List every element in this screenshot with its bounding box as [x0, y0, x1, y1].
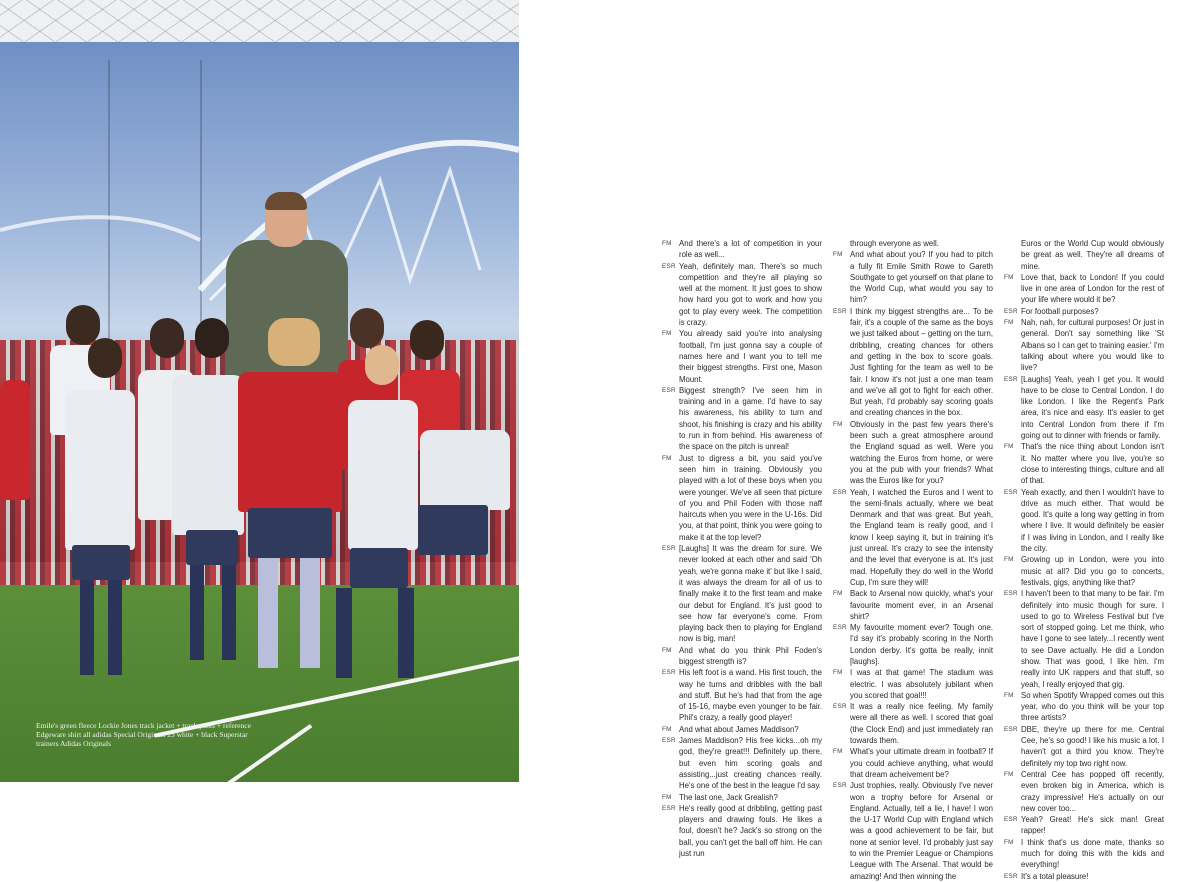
interview-paragraph	[662, 261, 822, 329]
paragraph-text: Just trophies, really. Obviously I've never won a trophy before for Arsenal or England. Actually, tell a lie, I have! I won the U-17 World Cup with England which was a good achievement to be fair, but none at senior level. I'd probably just say to win the Premier League or Champions League with The Arsenal. That would be amazing! And then winning the	[850, 781, 993, 881]
paragraph-text: through everyone as well.	[850, 239, 939, 248]
speaker-label: FM	[662, 646, 672, 654]
speaker-label: FM	[833, 748, 843, 756]
interview-paragraph	[1004, 317, 1164, 373]
interview-paragraph	[662, 667, 822, 723]
speaker-label: FM	[662, 725, 672, 733]
paragraph-text: I was at that game! The stadium was electric. I was absolutely jubilant when you scored that goal!!!	[850, 668, 993, 700]
speaker-label: FM	[1004, 838, 1014, 846]
interview-paragraph	[662, 543, 822, 645]
interview-paragraph	[1004, 554, 1164, 588]
interview-paragraph	[1004, 588, 1164, 690]
paragraph-text: Back to Arsenal now quickly, what's your favourite moment ever, in an Arsenal shirt?	[850, 589, 993, 621]
paragraph-text: Euros or the World Cup would obviously be great as well. They're all dreams of mine.	[1021, 239, 1164, 271]
speaker-label: FM	[833, 669, 843, 677]
paragraph-text: Growing up in London, were you into music at all? Did you go to concerts, festivals, gigs, anything like that?	[1021, 555, 1164, 587]
paragraph-text: Yeah, I watched the Euros and I went to the semi-finals actually, where we beat Denmark and that was great. But yeah, the England team is really good, and I know I keep saying it, but in training it's just unreal. It's crazy to see the intensity and the level that everyone is at. It's just mad. Hopefully they do well in the World Cup, I'm sure they will!	[850, 487, 993, 587]
speaker-label: ESR	[833, 782, 847, 790]
paragraph-text: [Laughs] It was the dream for sure. We never looked at each other and said 'Oh yeah, we're gonna make it' but like I said, it was always the dream for all of us to finally make it to the first team and make our debut for England. It's just good to see how far everyone's come. From playing back then to playing for England now is big, man!	[679, 544, 822, 644]
paragraph-text: For football purposes?	[1021, 306, 1099, 316]
paragraph-text: [Laughs] Yeah, yeah I get you. It would have to be close to Central London. I do like London. I like the Regent's Park area, it's nice and easy. It's easier to get into Central London from there if I'm going out to dinner with friends or family.	[1021, 374, 1164, 441]
speaker-label: ESR	[662, 737, 676, 745]
interview-paragraph	[1004, 769, 1164, 814]
interview-paragraph	[662, 792, 822, 803]
speaker-label: ESR	[1004, 488, 1018, 496]
interview-column-1	[662, 238, 822, 859]
paragraph-text: And there's a lot of competition in your role as well...	[679, 239, 822, 260]
speaker-label: FM	[833, 420, 843, 428]
paragraph-text: The last one, Jack Grealish?	[679, 792, 778, 802]
speaker-label: ESR	[833, 703, 847, 711]
interview-paragraph	[1004, 871, 1164, 882]
paragraph-text: And what about James Maddison?	[679, 724, 799, 734]
speaker-label: ESR	[833, 488, 847, 496]
adult-hair	[265, 192, 307, 210]
speaker-label: ESR	[833, 624, 847, 632]
interview-paragraph	[1004, 238, 1164, 272]
paragraph-text: Central Cee has popped off recently, even broken big in America, which is crazy impressive! He's actually on our new cover too...	[1021, 769, 1164, 813]
paragraph-text: Yeah, definitely man. There's so much competition and they're all playing so well at the moment. It just goes to show how hard you got to work and how you got to play every week. The competition is crazy.	[679, 261, 822, 328]
paragraph-text: So when Spotify Wrapped comes out this year, who do you think will be your top three artists?	[1021, 690, 1164, 723]
interview-paragraph	[833, 780, 993, 882]
interview-paragraph	[833, 622, 993, 667]
interview-paragraph	[1004, 837, 1164, 871]
interview-paragraph	[833, 419, 993, 487]
speaker-label: ESR	[662, 386, 676, 394]
paragraph-text: I think that's us done mate, thanks so much for doing this with the kids and everything!	[1021, 837, 1164, 870]
speaker-label: FM	[1004, 319, 1014, 327]
paragraph-text: Yeah exactly, and then I wouldn't have to drive as much either. That would be good. It's quite a long way getting in from where I live. It would definitely be easier if I was living in London, and I really like the city.	[1021, 487, 1164, 554]
interview-paragraph	[1004, 441, 1164, 486]
paragraph-text: Yeah? Great! He's sick man! Great rapper!	[1021, 815, 1164, 836]
speaker-label: ESR	[1004, 590, 1018, 598]
interview-paragraph	[662, 328, 822, 384]
paragraph-text: His left foot is a wand. His first touch, the way he turns and dribbles with the ball and stuff. But he's had that from the age of 15-16, maybe even younger to be fair. Phil's crazy, a really good player!	[679, 668, 822, 723]
interview-paragraph	[662, 453, 822, 543]
paragraph-text: Love that, back to London! If you could live in one area of London for the rest of your life where would it be?	[1021, 272, 1164, 305]
speaker-label: FM	[833, 251, 843, 259]
interview-paragraph	[833, 588, 993, 622]
speaker-label: FM	[662, 454, 672, 462]
paragraph-text: Biggest strength? I've seen him in training and in a game. I'd have to say his awareness, his ability to turn and shoot, his finishing is crazy and his ability to run in from behind. His awareness of the space on the pitch is unreal!	[679, 385, 822, 452]
paragraph-text: And what about you? If you had to pitch a fully fit Emile Smith Rowe to Gareth Southgate to get yourself on that plane to the World Cup, what would you say to him?	[850, 250, 993, 305]
paragraph-text: I think my biggest strengths are... To be fair, it's a couple of the same as the boys we just talked about – getting on the turn, dribbling, creating chances for others and getting in the box to score goals. Just fighting for the team as well to be fair. I know it's not just a one man team and we've all got to fight for each other. But yeah, I'd probably say scoring goals and creating chances in the box.	[850, 306, 993, 418]
paragraph-text: James Maddison? His free kicks...oh my god, they're great!!! Definitely up there, but even him scoring goals and assisting...just creating chances really. He's one of the best in the league I'd say.	[679, 736, 822, 791]
speaker-label: ESR	[1004, 375, 1018, 383]
paragraph-text: I haven't been to that many to be fair. I'm definitely into music though for sure. I used to go to Wireless Festival but I've sort of stopped going. Let me think, who have I gone to see lately...I recently went to see Dave actually. He did a London show. That was good, I like him. I'm really into UK rappers and that stuff, so yeah, I really enjoyed that gig.	[1021, 589, 1164, 689]
interview-paragraph	[1004, 272, 1164, 306]
interview-paragraph	[1004, 306, 1164, 317]
interview-paragraph	[833, 701, 993, 746]
interview-paragraph	[1004, 814, 1164, 837]
speaker-label: FM	[662, 793, 672, 801]
interview-paragraph	[833, 667, 993, 701]
paragraph-text: What's your ultimate dream in football? If you could achieve anything, what would that dream acheivement be?	[850, 747, 993, 779]
paragraph-text: DBE, they're up there for me. Central Cee, he's so good! I like his music a lot. I haven't got a third you know. They're definitely my top two right now.	[1021, 724, 1164, 768]
interview-paragraph	[1004, 487, 1164, 555]
speaker-label: ESR	[1004, 872, 1018, 880]
speaker-label: ESR	[833, 307, 847, 315]
paragraph-text: It's a total pleasure!	[1021, 871, 1089, 881]
interview-column-2	[833, 238, 993, 882]
speaker-label: FM	[1004, 691, 1014, 699]
interview-column-3	[1004, 238, 1164, 882]
interview-paragraph	[1004, 690, 1164, 724]
speaker-label: ESR	[1004, 307, 1018, 315]
interview-paragraph	[662, 735, 822, 791]
speaker-label: FM	[1004, 273, 1014, 281]
speaker-label: FM	[662, 240, 672, 247]
speaker-label: ESR	[662, 545, 676, 553]
paragraph-text: My favourite moment ever? Tough one. I'd say it's probably scoring in the North London derby. It's gotta be really, innit [laughs].	[850, 623, 993, 666]
paragraph-text: Obviously in the past few years there's been such a great atmosphere around the England squad as well. Were you watching the Euros from home, or were you at the pub with your friends? What was the Euros like for you?	[850, 419, 993, 486]
paragraph-text: Nah, nah, for cultural purposes! Or just in general. Don't say something like 'St Albans so I can get to training easier.' I'm talking about where you would like to live?	[1021, 318, 1164, 373]
editorial-photo	[0, 0, 519, 782]
speaker-label: FM	[1004, 770, 1014, 778]
interview-paragraph	[833, 746, 993, 780]
interview-paragraph	[833, 249, 993, 305]
speaker-label: FM	[1004, 443, 1014, 451]
photo-caption: Emile's green fleece Lockie Jones track jacket + track pants + reference Edgeware shirt all adidas Special Originals 23 white + black Superstar trainers Adidas Originals	[36, 721, 251, 748]
speaker-label: ESR	[1004, 725, 1018, 733]
speaker-label: FM	[833, 590, 843, 598]
speaker-label: FM	[1004, 556, 1014, 564]
interview-paragraph	[1004, 374, 1164, 442]
paragraph-text: Just to digress a bit, you said you've seen him in training. Obviously you played with a lot of these boys when you were younger. We've all seen that picture of you and Phil Foden with those naff haircuts when you were in the U-16s. Did you, at that point, think you were going to make it at the top level?	[679, 453, 822, 542]
speaker-label: ESR	[662, 262, 676, 270]
speaker-label: ESR	[1004, 816, 1018, 824]
speaker-label: ESR	[662, 804, 676, 812]
interview-paragraph	[833, 487, 993, 589]
speaker-label: FM	[662, 330, 672, 338]
interview-paragraph	[833, 238, 993, 249]
interview-paragraph	[662, 803, 822, 859]
paragraph-text: That's the nice thing about London isn't it. No matter where you live, you're so close to interesting things, culture and all of that.	[1021, 442, 1164, 486]
interview-paragraph	[1004, 724, 1164, 769]
interview-paragraph	[662, 645, 822, 668]
paragraph-text: It was a really nice feeling. My family were all there as well. I scored that goal (the Clock End) and just immediately ran towards them.	[850, 702, 993, 746]
interview-paragraph	[662, 724, 822, 735]
paragraph-text: And what do you think Phil Foden's biggest strength is?	[679, 645, 822, 666]
speaker-label: ESR	[662, 669, 676, 677]
paragraph-text: He's really good at dribbling, getting past players and drawing fouls. He likes a foul, doesn't he? Jack's so strong on the ball, you can't get the ball off him. He can just run	[679, 803, 822, 859]
interview-paragraph	[662, 238, 822, 261]
paragraph-text: You already said you're into analysing football, I'm just gonna say a couple of names here and I want you to tell me their biggest strengths. First one, Mason Mount.	[679, 329, 822, 384]
interview-paragraph	[833, 306, 993, 419]
interview-paragraph	[662, 385, 822, 453]
